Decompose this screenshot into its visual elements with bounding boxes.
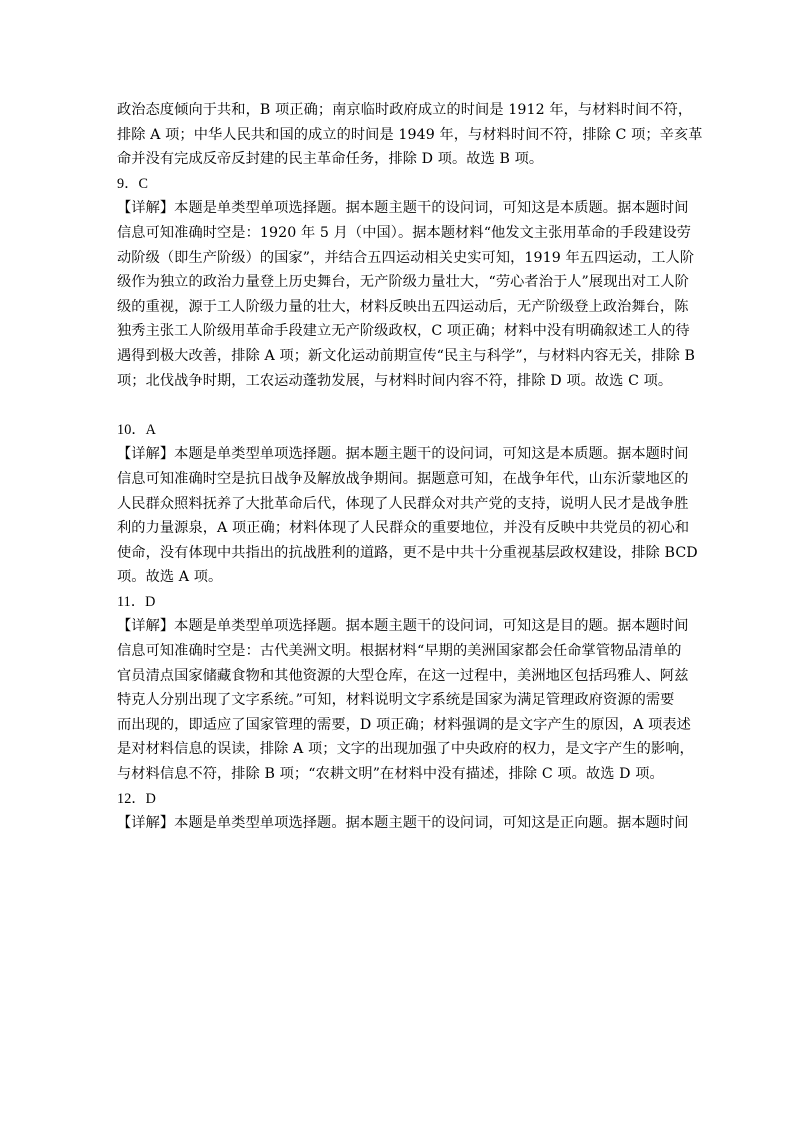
- answer-line: 【详解】本题是单类型单项选择题。据本题主题干的设问词，可知这是目的题。据本题时间: [117, 618, 689, 635]
- answer-line: 特克人分别出现了文字系统。”可知，材料说明文字系统是国家为满足管理政府资源的需要: [117, 692, 675, 709]
- answer-line: 项。故选 A 项。: [117, 569, 223, 586]
- document-page: [117, 98, 703, 836]
- answer-line: 【详解】本题是单类型单项选择题。据本题主题干的设问词，可知这是本质题。据本题时间: [117, 200, 689, 217]
- answer-line: 信息可知准确时空是：1920 年 5 月（中国）。据本题材料“他发文主张用革命的手段建设劳: [117, 224, 692, 241]
- blank-line: [117, 393, 677, 418]
- answer-line: 信息可知准确时空是抗日战争及解放战争期间。据题意可知，在战争年代，山东沂蒙地区的: [117, 470, 689, 487]
- intro-line: 命并没有完成反帝反封建的民主革命任务，排除 D 项。故选 B 项。: [117, 151, 544, 168]
- answer-line: 遇得到极大改善，排除 A 项；新文化运动前期宣传“民主与科学”，与材料内容无关，排除 B: [117, 347, 696, 364]
- answer-line: 独秀主张工人阶级用革命手段建立无产阶级政权，C 项正确；材料中没有明确叙述工人的待: [117, 323, 690, 340]
- answer-line: 信息可知准确时空是：古代美洲文明。根据材料“早期的美洲国家都会任命掌管物品清单的: [117, 643, 682, 660]
- answer-line: 使命，没有体现中共指出的抗战胜利的道路，更不是中共十分重视基层政权建设，排除 BCD: [117, 544, 698, 561]
- answer-line: 利的力量源泉，A 项正确；材料体现了人民群众的重要地位，并没有反映中共党员的初心和: [117, 520, 690, 537]
- intro-line: 政治态度倾向于共和，B 项正确；南京临时政府成立的时间是 1912 年，与材料时间不符，: [117, 102, 693, 118]
- answer-line: 与材料信息不符，排除 B 项；“农耕文明”在材料中没有描述，排除 C 项。故选 D 项。: [117, 766, 664, 783]
- question-number: 11．D: [117, 593, 156, 610]
- answer-line: 人民群众照料抚养了大批革命后代，体现了人民群众对共产党的支持，说明人民才是战争胜: [117, 495, 689, 512]
- question-number: 9．C: [117, 175, 149, 192]
- answer-line: 【详解】本题是单类型单项选择题。据本题主题干的设问词，可知这是本质题。据本题时间: [117, 446, 689, 463]
- answer-line: 级的重视，源于工人阶级力量的壮大，材料反映出五四运动后，无产阶级登上政治舞台，陈: [117, 298, 689, 315]
- answer-line: 是对材料信息的误读，排除 A 项；文字的出现加强了中央政府的权力，是文字产生的影响，: [117, 741, 694, 758]
- answer-line: 【详解】本题是单类型单项选择题。据本题主题干的设问词，可知这是正向题。据本题时间: [117, 815, 689, 832]
- answer-line: 而出现的，即适应了国家管理的需要，D 项正确；材料强调的是文字产生的原因，A 项表述: [117, 716, 691, 733]
- answer-line: 项；北伐战争时期，工农运动蓬勃发展，与材料时间内容不符，排除 D 项。故选 C 项。: [117, 372, 673, 389]
- answer-line: 动阶级（即生产阶级）的国家”，并结合五四运动相关史实可知，1919 年五四运动，工人阶: [117, 249, 695, 266]
- question-number: 10．A: [117, 421, 157, 438]
- intro-line: 排除 A 项；中华人民共和国的成立的时间是 1949 年，与材料时间不符，排除 C 项；辛亥革: [117, 126, 703, 143]
- answer-line: 级作为独立的政治力量登上历史舞台，无产阶级力量壮大，“劳心者治于人”展现出对工人阶: [117, 274, 689, 291]
- question-number: 12．D: [117, 790, 157, 807]
- answer-line: 官员清点国家储藏食物和其他资源的大型仓库，在这一过程中，美洲地区包括玛雅人、阿兹: [117, 667, 689, 684]
